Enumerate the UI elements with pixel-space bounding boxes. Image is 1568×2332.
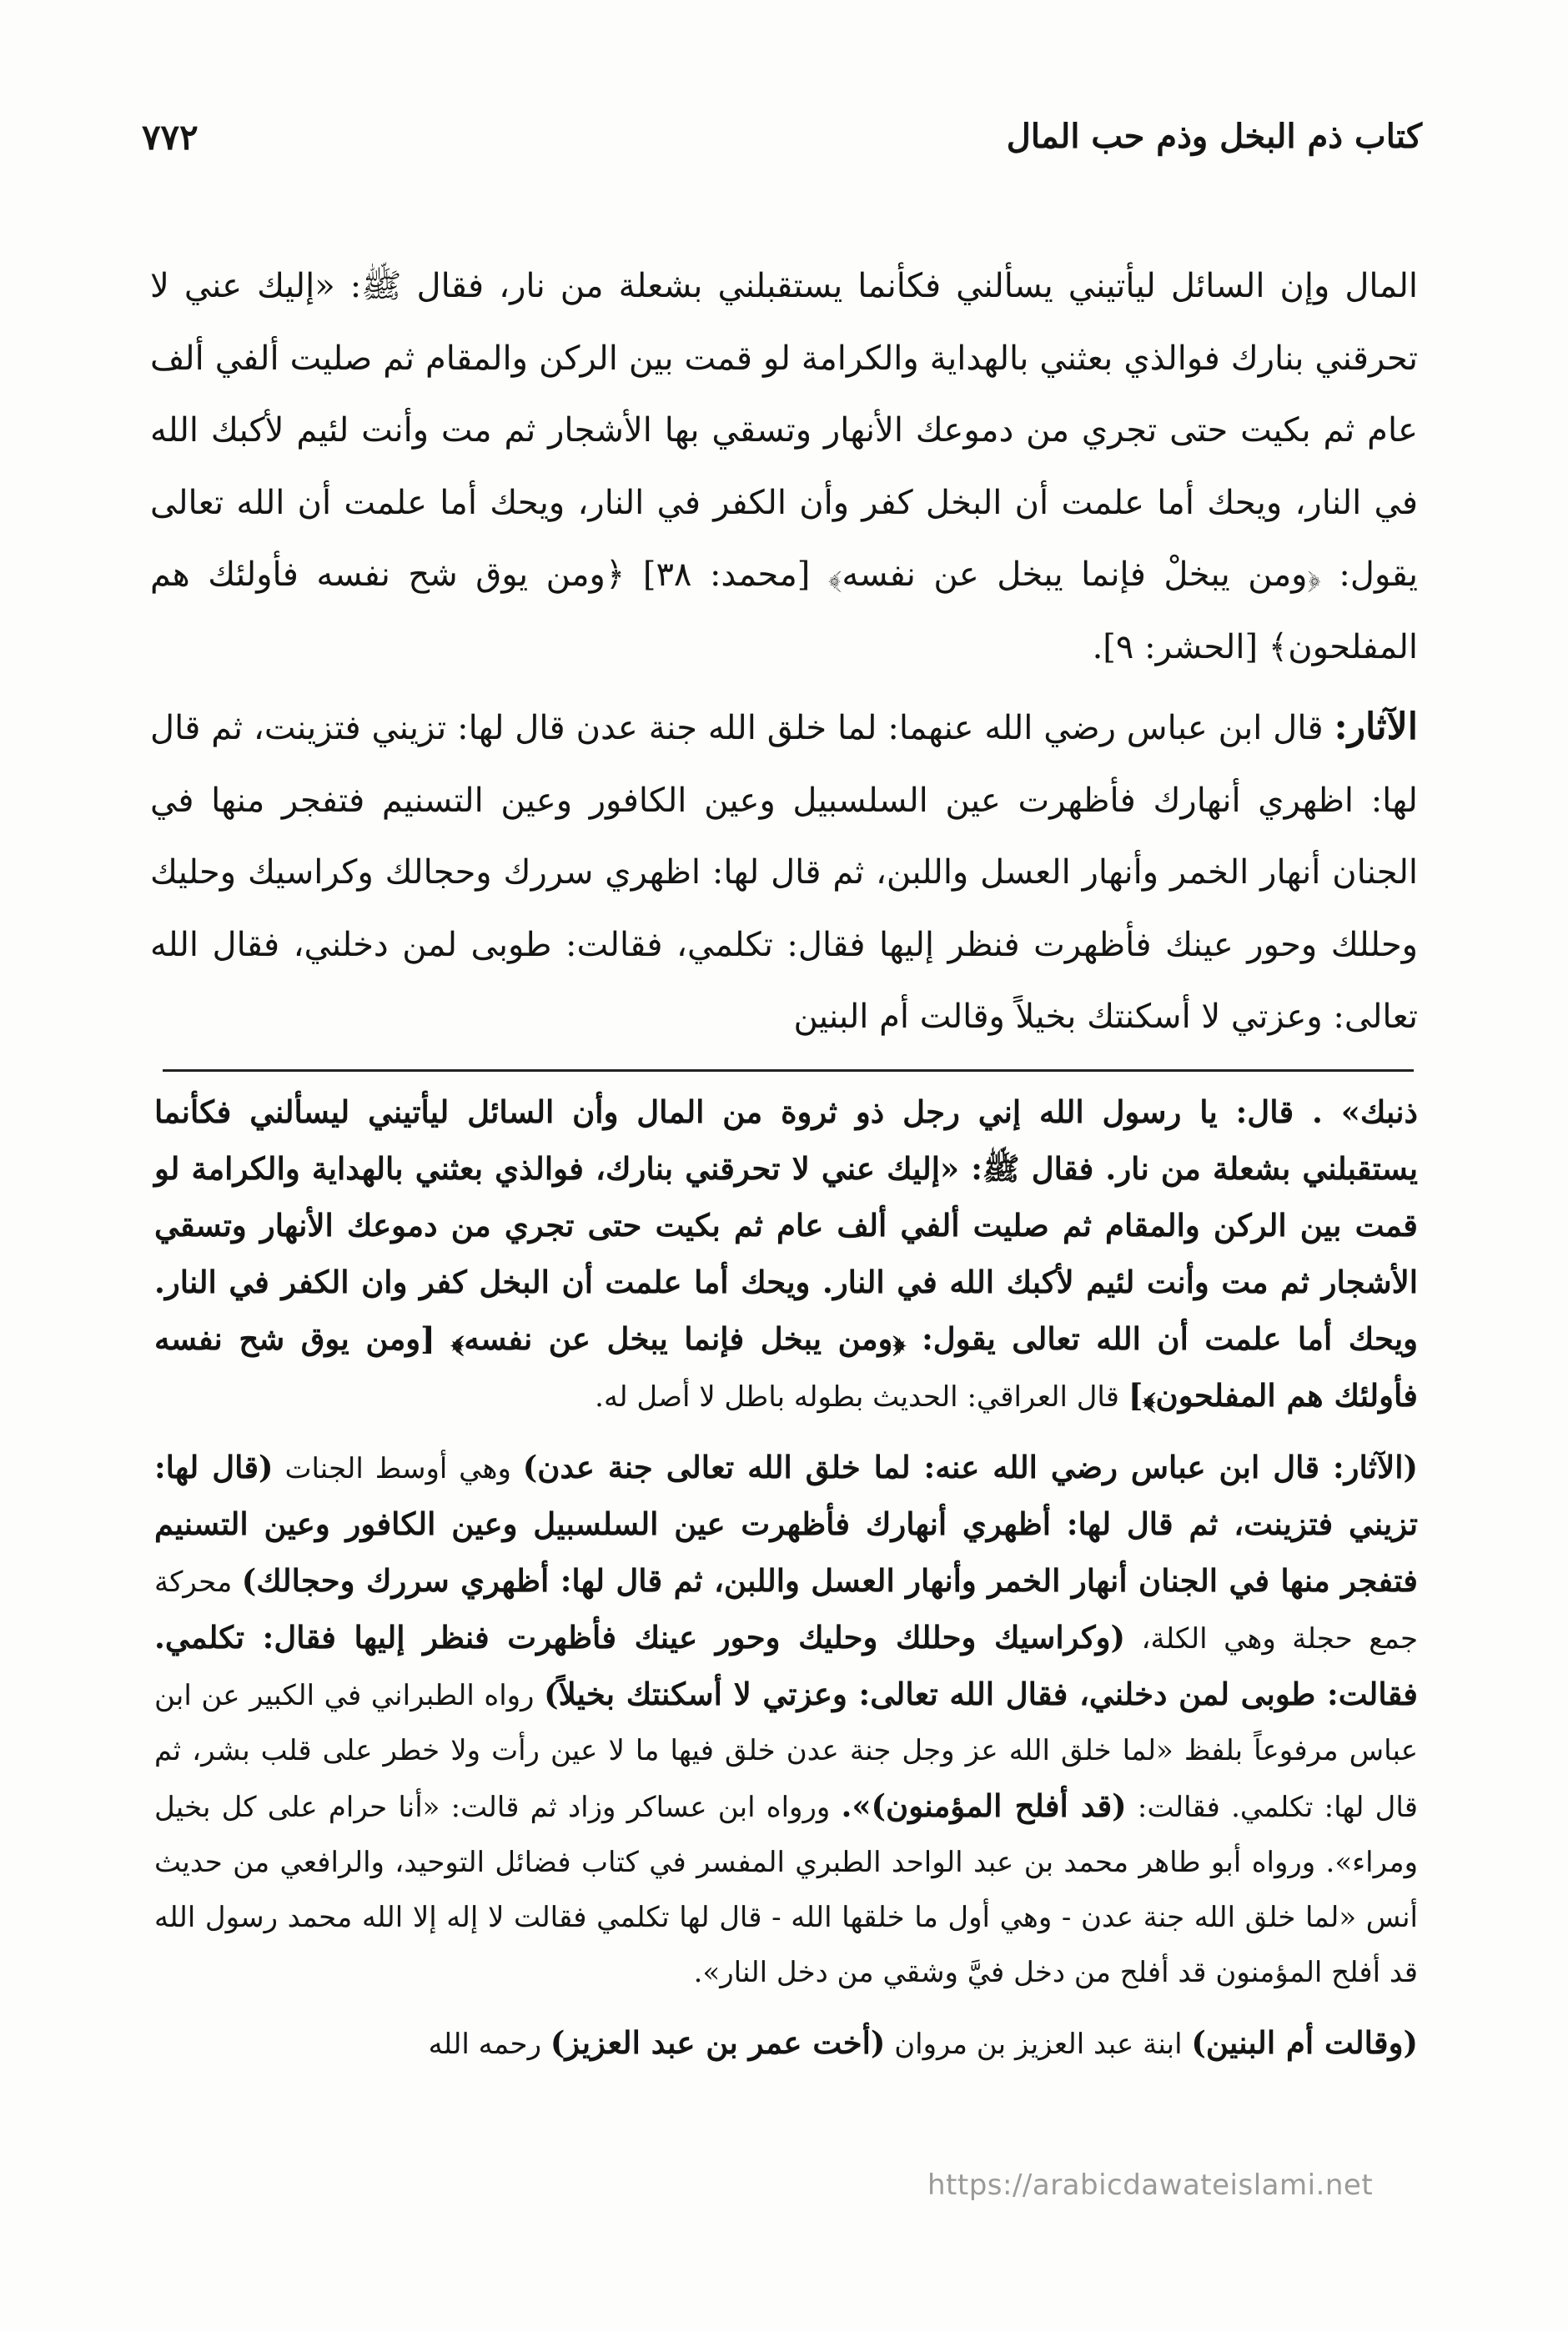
running-title: كتاب ذم البخل وذم حب المال [1006, 117, 1422, 156]
commentary [154, 1084, 1418, 2072]
commentary-remark: وهي أوسط الجنات [284, 1452, 511, 1485]
page-number: ٧٧٢ [142, 117, 199, 158]
main-paragraph-1: المال وإن السائل ليأتيني يسألني فكأنما يستقبلني بشعلة من نار، فقال ﷺ: «إليك عني لا تحرقني بنارك فوالذي بعثني بالهداية والكرامة لو قمت بين الركن والمقام ثم صليت ألفي ألف عام ثم بكيت حتى تجري من دموعك الأنهار وتسقي بها الأشجار ثم مت وأنت لئيم لأكبك الله في النار، ويحك أما علمت أن البخل كفر وأن الكفر في النار، ويحك أما علمت أن الله تعالى يقول: ﴿ومن يبخلْ فإنما يبخل عن نفسه﴾ [محمد: ٣٨] ﴿ومن يوق شح نفسه فأولئك هم المفلحون﴾ [الحشر: ٩]. [150, 267, 1418, 666]
main-paragraph-2 [150, 691, 1418, 1053]
commentary-quote: (الآثار: قال ابن عباس رضي الله عنه: لما خلق الله تعالى جنة عدن) [522, 1449, 1418, 1485]
page-header [142, 117, 1422, 175]
commentary-quote: (قال لها: تزيني فتزينت، ثم قال لها: أظهري أنهارك فأظهرت عين السلسبيل وعين الكافور وعين التسنيم فتفجر منها في الجنان أنهار الخمر وأنهار العسل واللبن، ثم قال لها: أظهري سررك وحجالك) [154, 1449, 1419, 1599]
commentary-remark: ابنة عبد العزيز بن مروان [894, 2028, 1183, 2061]
commentary-paragraph-3 [154, 2015, 1418, 2072]
commentary-quote: (وكراسيك وحللك وحليك وحور عينك فأظهرت فنظر إليها فقال: تكلمي. فقالت: طوبى لمن دخلني، فقال الله تعالى: وعزتي لا أسكنتك بخيلاً) [154, 1619, 1418, 1712]
watermark-url: https://arabicdawateislami.net [927, 2169, 1374, 2202]
commentary-remark: رواه الطبراني في الكبير عن ابن عباس مرفوعاً بلفظ «لما خلق الله عز وجل جنة عدن خلق فيها ما لا عين رأت ولا خطر على قلب بشر، ثم قال لها: تكلمي. فقالت: [154, 1679, 1418, 1824]
commentary-paragraph-2 [154, 1440, 1418, 2000]
main-text [150, 250, 1418, 1053]
commentary-quote: (قد أفلح المؤمنون)». [841, 1787, 1127, 1824]
commentary-quote: ذنبك» . قال: يا رسول الله إني رجل ذو ثروة من المال وأن السائل ليأتيني ليسألني فكأنما يستقبلني بشعلة من نار. فقال ﷺ: «إليك عني لا تحرقني بنارك، فوالذي بعثني بالهداية والكرامة لو قمت بين الركن والمقام ثم صليت ألفي ألف عام ثم بكيت حتى تجري من دموعك الأنهار وتسقي الأشجار ثم مت وأنت لئيم لأكبك الله في النار. ويحك أما علمت أن البخل كفر وان الكفر في النار. ويحك أما علمت أن الله تعالى يقول: ﴿ومن يبخل فإنما يبخل عن نفسه﴾ [ومن يوق شح نفسه فأولئك هم المفلحون﴾] [154, 1093, 1418, 1414]
athar-heading: الآثار: [1334, 706, 1418, 748]
athar-text: قال ابن عباس رضي الله عنهما: لما خلق الله جنة عدن قال لها: تزيني فتزينت، ثم قال لها: اظهري أنهارك فأظهرت عين السلسبيل وعين الكافور وعين التسنيم فتفجر منها في الجنان أنهار الخمر وأنهار العسل واللبن، ثم قال لها: اظهري سررك وحجالك وكراسيك وحليك وحللك وحور عينك فأظهرت فنظر إليها فقال: تكلمي، فقالت: طوبى لمن دخلني، فقال الله تعالى: وعزتي لا أسكنتك بخيلاً وقالت أم البنين [150, 709, 1418, 1036]
commentary-remark: محركة جمع حجلة وهي الكلة، [154, 1566, 1418, 1656]
commentary-remark: قال العراقي: الحديث بطوله باطل لا أصل له. [595, 1380, 1120, 1414]
commentary-remark: رحمه الله [428, 2028, 541, 2061]
commentary-quote: (أخت عمر بن عبد العزيز) [550, 2024, 886, 2061]
commentary-paragraph-1 [154, 1084, 1418, 1425]
commentary-remark: ورواه ابن عساكر وزاد ثم قالت: «أنا حرام على كل بخيل ومراء». ورواه أبو طاهر محمد بن عبد الواحد الطبري المفسر في كتاب فضائل التوحيد، والرافعي من حديث أنس «لما خلق الله جنة عدن - وهي أول ما خلقها الله - قال لها تكلمي فقالت لا إله إلا الله محمد رسول الله قد أفلح المؤمنون قد أفلح من دخل فيَّ وشقي من دخل النار». [154, 1791, 1418, 1989]
commentary-quote: (وقالت أم البنين) [1191, 2024, 1418, 2061]
footnote-divider [163, 1069, 1414, 1072]
